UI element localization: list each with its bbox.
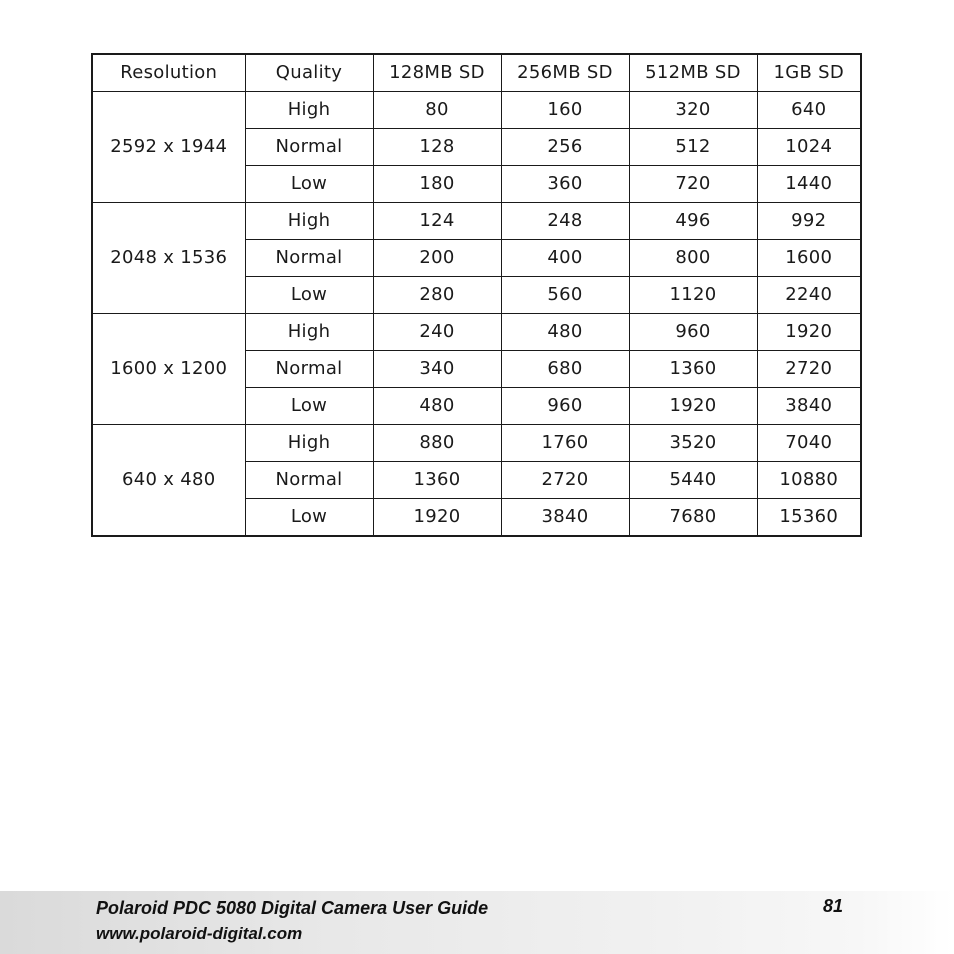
value-cell: 248	[501, 203, 629, 240]
header-resolution: Resolution	[92, 54, 245, 92]
page-footer	[0, 891, 954, 954]
value-cell: 160	[501, 92, 629, 129]
value-cell: 2720	[757, 351, 861, 388]
value-cell: 340	[373, 351, 501, 388]
quality-cell: Low	[245, 277, 373, 314]
value-cell: 180	[373, 166, 501, 203]
value-cell: 15360	[757, 499, 861, 537]
page-number: 81	[823, 896, 844, 916]
value-cell: 1760	[501, 425, 629, 462]
value-cell: 240	[373, 314, 501, 351]
value-cell: 800	[629, 240, 757, 277]
value-cell: 1600	[757, 240, 861, 277]
value-cell: 1920	[373, 499, 501, 537]
quality-cell: Normal	[245, 129, 373, 166]
value-cell: 1360	[373, 462, 501, 499]
value-cell: 2240	[757, 277, 861, 314]
value-cell: 1440	[757, 166, 861, 203]
quality-cell: High	[245, 425, 373, 462]
value-cell: 720	[629, 166, 757, 203]
quality-cell: Normal	[245, 240, 373, 277]
storage-capacity-table	[91, 53, 862, 537]
value-cell: 5440	[629, 462, 757, 499]
footer-website-url: www.polaroid-digital.com	[96, 924, 303, 943]
header-256mb: 256MB SD	[501, 54, 629, 92]
value-cell: 1024	[757, 129, 861, 166]
quality-cell: Normal	[245, 462, 373, 499]
value-cell: 3840	[757, 388, 861, 425]
table-row	[92, 92, 861, 129]
value-cell: 7680	[629, 499, 757, 537]
resolution-cell: 1600 x 1200	[92, 314, 245, 425]
quality-cell: High	[245, 203, 373, 240]
value-cell: 1920	[757, 314, 861, 351]
value-cell: 1360	[629, 351, 757, 388]
table-row	[92, 425, 861, 462]
value-cell: 1920	[629, 388, 757, 425]
header-quality: Quality	[245, 54, 373, 92]
value-cell: 680	[501, 351, 629, 388]
quality-cell: High	[245, 314, 373, 351]
value-cell: 496	[629, 203, 757, 240]
table-header-row	[92, 54, 861, 92]
value-cell: 560	[501, 277, 629, 314]
resolution-cell: 2592 x 1944	[92, 92, 245, 203]
value-cell: 3520	[629, 425, 757, 462]
footer-guide-title: Polaroid PDC 5080 Digital Camera User Guide	[96, 898, 489, 918]
quality-cell: High	[245, 92, 373, 129]
resolution-cell: 640 x 480	[92, 425, 245, 537]
value-cell: 320	[629, 92, 757, 129]
value-cell: 200	[373, 240, 501, 277]
value-cell: 124	[373, 203, 501, 240]
quality-cell: Low	[245, 388, 373, 425]
value-cell: 960	[501, 388, 629, 425]
value-cell: 280	[373, 277, 501, 314]
value-cell: 80	[373, 92, 501, 129]
value-cell: 640	[757, 92, 861, 129]
value-cell: 512	[629, 129, 757, 166]
value-cell: 992	[757, 203, 861, 240]
quality-cell: Low	[245, 499, 373, 537]
value-cell: 480	[501, 314, 629, 351]
value-cell: 128	[373, 129, 501, 166]
value-cell: 360	[501, 166, 629, 203]
resolution-cell: 2048 x 1536	[92, 203, 245, 314]
value-cell: 400	[501, 240, 629, 277]
value-cell: 480	[373, 388, 501, 425]
table-row	[92, 314, 861, 351]
value-cell: 2720	[501, 462, 629, 499]
header-512mb: 512MB SD	[629, 54, 757, 92]
value-cell: 1120	[629, 277, 757, 314]
value-cell: 880	[373, 425, 501, 462]
value-cell: 3840	[501, 499, 629, 537]
value-cell: 960	[629, 314, 757, 351]
quality-cell: Normal	[245, 351, 373, 388]
quality-cell: Low	[245, 166, 373, 203]
value-cell: 7040	[757, 425, 861, 462]
value-cell: 10880	[757, 462, 861, 499]
header-128mb: 128MB SD	[373, 54, 501, 92]
table-row	[92, 203, 861, 240]
header-1gb: 1GB SD	[757, 54, 861, 92]
value-cell: 256	[501, 129, 629, 166]
